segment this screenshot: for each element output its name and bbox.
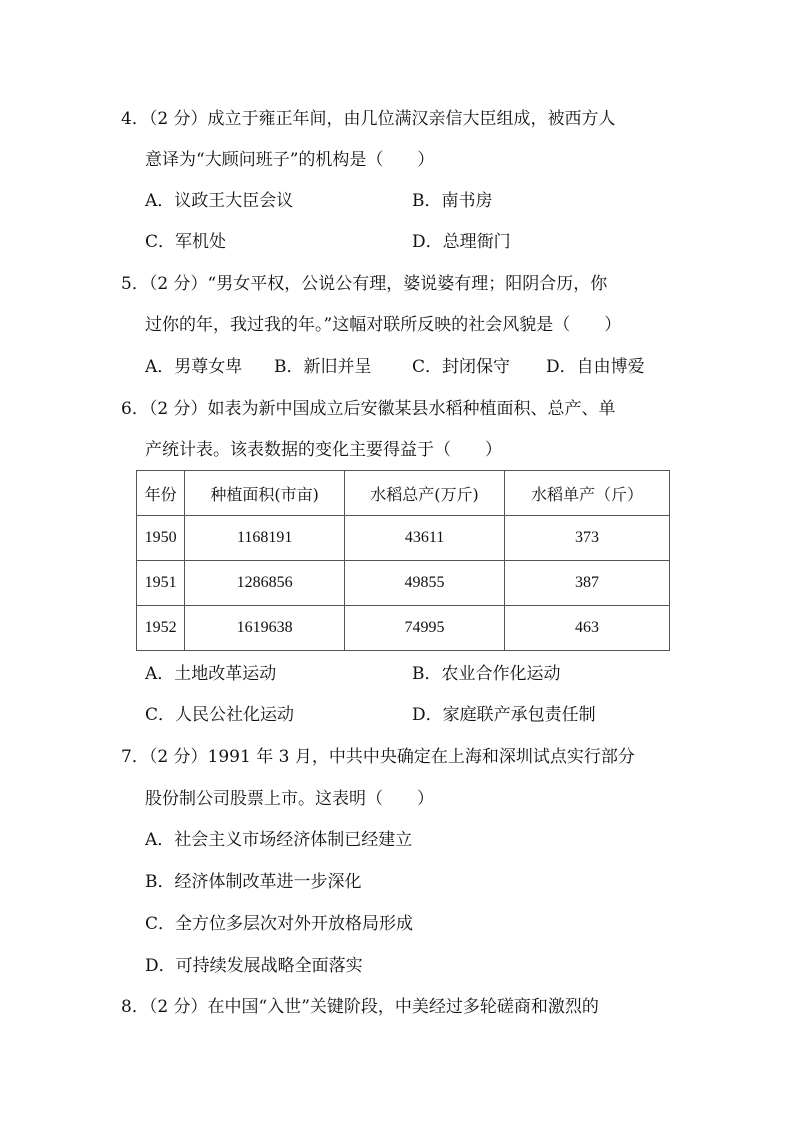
question-4-option-b: B．南书房 bbox=[412, 191, 493, 211]
header-total-output: 水稻总产(万斤) bbox=[345, 471, 505, 516]
question-4-option-d: D．总理衙门 bbox=[412, 232, 511, 252]
question-5-option-c: C．封闭保守 bbox=[412, 357, 511, 377]
question-6-line-2: 产统计表。该表数据的变化主要得益于（ ） bbox=[145, 440, 502, 460]
question-6-option-c: C．人民公社化运动 bbox=[145, 705, 295, 725]
question-4-option-c: C．军机处 bbox=[145, 232, 227, 252]
question-5-option-a: A．男尊女卑 bbox=[145, 357, 243, 377]
table-cell: 1619638 bbox=[185, 606, 345, 651]
question-6-option-a: A．土地改革运动 bbox=[145, 664, 277, 684]
question-6-line-1: 6．（2 分）如表为新中国成立后安徽某县水稻种植面积、总产、单 bbox=[121, 399, 616, 419]
question-7-line-1: 7．（2 分）1991 年 3 月，中共中央确定在上海和深圳试点实行部分 bbox=[121, 747, 635, 767]
table-cell: 43611 bbox=[345, 516, 505, 561]
question-7-option-b: B．经济体制改革进一步深化 bbox=[145, 872, 362, 892]
table-cell: 49855 bbox=[345, 561, 505, 606]
table-row bbox=[137, 516, 670, 561]
question-7-option-d: D．可持续发展战略全面落实 bbox=[145, 956, 363, 976]
question-7-option-a: A．社会主义市场经济体制已经建立 bbox=[145, 830, 413, 850]
question-4-option-a: A．议政王大臣会议 bbox=[145, 191, 294, 211]
table-header-row bbox=[137, 471, 670, 516]
question-7-line-2: 股份制公司股票上市。这表明（ ） bbox=[145, 789, 434, 809]
question-6-option-d: D．家庭联产承包责任制 bbox=[412, 705, 596, 725]
table-cell: 74995 bbox=[345, 606, 505, 651]
table-cell: 1286856 bbox=[185, 561, 345, 606]
question-5-line-2: 过你的年，我过我的年。”这幅对联所反映的社会风貌是（ ） bbox=[145, 315, 622, 335]
table-row bbox=[137, 561, 670, 606]
header-year: 年份 bbox=[137, 471, 185, 516]
question-4-line-1: 4．（2 分）成立于雍正年间，由几位满汉亲信大臣组成，被西方人 bbox=[121, 109, 616, 129]
table-cell: 373 bbox=[504, 516, 669, 561]
question-5-option-b: B．新旧并呈 bbox=[274, 357, 372, 377]
table-cell: 387 bbox=[504, 561, 669, 606]
header-unit-yield: 水稻单产（斤） bbox=[504, 471, 669, 516]
question-5-line-1: 5．（2 分）“男女平权，公说公有理，婆说婆有理；阳阴合历，你 bbox=[121, 274, 608, 294]
table-cell: 1168191 bbox=[185, 516, 345, 561]
question-7-option-c: C．全方位多层次对外开放格局形成 bbox=[145, 914, 414, 934]
question-6-option-b: B．农业合作化运动 bbox=[412, 664, 561, 684]
table-cell: 463 bbox=[504, 606, 669, 651]
table-cell: 1952 bbox=[137, 606, 185, 651]
question-5-option-d: D．自由博爱 bbox=[546, 357, 645, 377]
question-4-line-2: 意译为“大顾问班子”的机构是（ ） bbox=[145, 150, 435, 170]
table-row bbox=[137, 606, 670, 651]
rice-statistics-table bbox=[136, 470, 670, 651]
header-planting-area: 种植面积(市亩) bbox=[185, 471, 345, 516]
table-cell: 1950 bbox=[137, 516, 185, 561]
question-8-line-1: 8．（2 分）在中国“入世”关键阶段，中美经过多轮磋商和激烈的 bbox=[121, 997, 599, 1017]
table-cell: 1951 bbox=[137, 561, 185, 606]
